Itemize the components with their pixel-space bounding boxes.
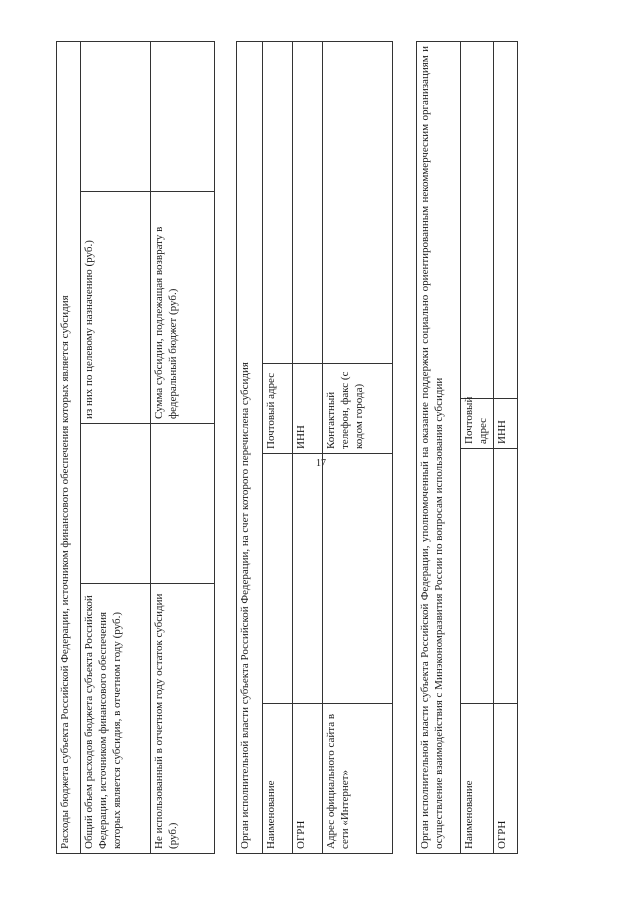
phone-label: Контактный телефон, факс (с кодом города) [323, 364, 393, 454]
unused-balance-value [151, 424, 215, 584]
refund-amount-value [151, 41, 215, 191]
postal-address-value [263, 41, 293, 363]
inn-label: ИНН [293, 364, 323, 454]
unused-balance-label: Не использованный в отчетном году остаток субсидии (руб.) [151, 584, 215, 854]
recipient-authority-table [236, 41, 393, 854]
ogrn-label: ОГРН [293, 704, 323, 854]
document-body [0, 42, 640, 862]
name-label: Наименование [461, 704, 494, 854]
table-caption: Расходы бюджета субъекта Российской Федерации, источником финансового обеспечения которых является субсидия [57, 41, 81, 853]
inn-label: ИНН [493, 399, 517, 449]
inn-value [493, 41, 517, 398]
postal-address-label: Почтовый адрес [263, 364, 293, 454]
total-expenses-value [81, 424, 151, 584]
name-value [263, 454, 293, 704]
authorized-authority-table [416, 41, 518, 854]
table-caption: Орган исполнительной власти субъекта Российской Федерации, на счет которого перечислена субсидия [237, 41, 263, 853]
name-value [461, 449, 494, 704]
inn-value [293, 41, 323, 363]
phone-value [323, 41, 393, 363]
website-label: Адрес официального сайта в сети «Интернет» [323, 704, 393, 854]
name-label: Наименование [263, 704, 293, 854]
postal-address-label: Почтовый адрес [461, 399, 494, 449]
website-value [323, 454, 393, 704]
postal-address-value [461, 41, 494, 398]
targeted-use-label: из них по целевому назначению (руб.) [81, 192, 151, 424]
ogrn-label: ОГРН [493, 704, 517, 854]
ogrn-value [293, 454, 323, 704]
page-number: 17 [316, 458, 326, 469]
total-expenses-label: Общий объем расходов бюджета субъекта Российской Федерации, источником финансового обеспечения которых является субсидия, в отчетном году (руб.) [81, 584, 151, 854]
table-caption: Орган исполнительной власти субъекта Российской Федерации, уполномоченный на оказание поддержки социально ориентированным некоммерческим организациям и осуществление взаимодействия с Минэкономразвития России по вопросам использования субсидии [417, 41, 461, 853]
refund-amount-label: Сумма субсидии, подлежащая возврату в федеральный бюджет (руб.) [151, 192, 215, 424]
targeted-use-value [81, 41, 151, 191]
ogrn-value [493, 449, 517, 704]
budget-expenses-table [56, 41, 215, 854]
